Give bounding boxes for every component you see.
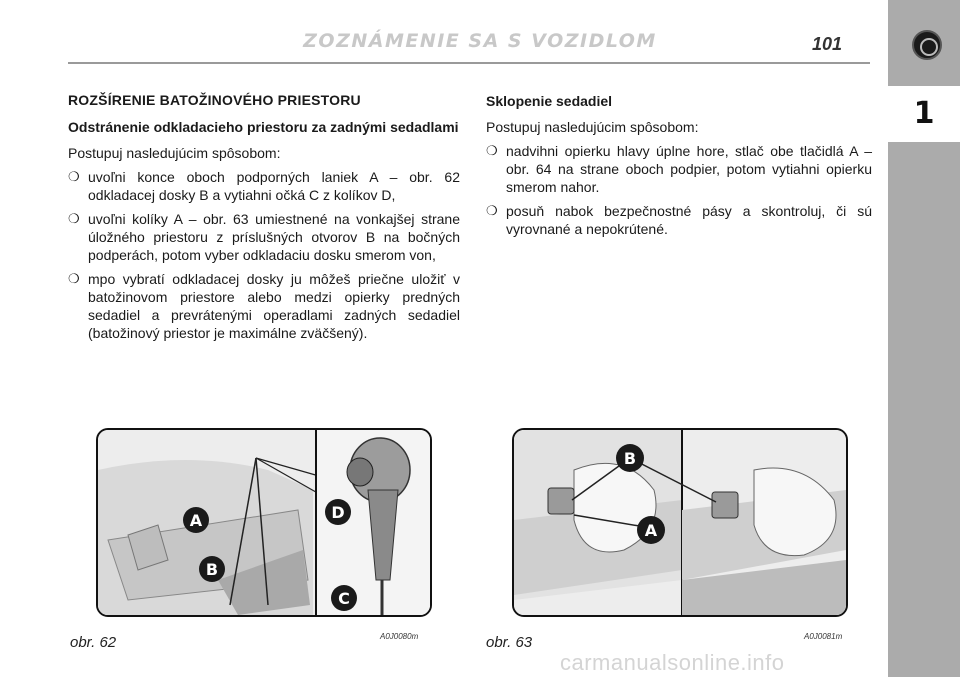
footer-watermark: carmanualsonline.info xyxy=(560,650,785,675)
callout-b xyxy=(199,556,225,582)
svg-text:C: C xyxy=(338,589,350,608)
callout-a xyxy=(183,507,209,533)
page-number: 101 xyxy=(812,34,843,54)
brand-logo-icon xyxy=(912,30,942,60)
svg-text:D: D xyxy=(331,503,345,522)
figure-62-code: A0J0080m xyxy=(380,632,419,641)
figure-63-drawing xyxy=(514,430,846,615)
list-item-text: uvoľni konce oboch podporných laniek A – obr. 62 odkladacej dosky B a vytiahni očká C z kolíkov D, xyxy=(88,169,460,203)
section-title: ROZŠÍRENIE BATOŽINOVÉHO PRIESTORU xyxy=(68,92,361,108)
svg-text:B: B xyxy=(623,449,637,468)
figure-63-code: A0J0081m xyxy=(804,632,843,641)
list-item xyxy=(486,202,872,238)
bullet-circle-icon: ❍ xyxy=(68,271,80,286)
header-divider xyxy=(68,62,870,64)
list-item-text: uvoľni kolíky A – obr. 63 umiestnené na vonkajšej strane úložného priestoru z príslušných otvorov B na bočných podperách, potom vyber odkladaciu dosku smerom von, xyxy=(88,211,460,263)
svg-text:A: A xyxy=(644,521,658,540)
list-item xyxy=(68,270,460,342)
bullet-circle-icon: ❍ xyxy=(68,169,80,184)
callout-c xyxy=(331,585,357,611)
bullet-circle-icon: ❍ xyxy=(486,203,498,218)
list-item xyxy=(486,142,872,196)
callout-d xyxy=(325,499,351,525)
callout-a xyxy=(637,516,665,544)
list-item xyxy=(68,210,460,264)
subsection-title: Odstránenie odkladacieho priestoru za zadnými sedadlami xyxy=(68,119,459,135)
bullet-circle-icon: ❍ xyxy=(486,143,498,158)
figure-62-caption: obr. 62 xyxy=(70,634,117,651)
svg-text:B: B xyxy=(205,560,219,579)
intro-text: Postupuj nasledujúcim spôsobom: xyxy=(486,119,699,135)
figure-62-drawing xyxy=(98,430,430,615)
figure-62-illustration xyxy=(96,428,432,617)
list-item-text: nadvihni opierku hlavy úplne hore, stlač obe tlačidlá A – obr. 64 na strane oboch podpier, potom vytiahni opierku smerom nahor. xyxy=(506,143,872,195)
left-text-column xyxy=(68,88,460,348)
chapter-number-tab: 1 xyxy=(888,86,960,142)
intro-text: Postupuj nasledujúcim spôsobom: xyxy=(68,145,281,161)
page-header-title: ZOZNÁMENIE SA S VOZIDLOM xyxy=(303,30,657,52)
list-item-text: posuň nabok bezpečnostné pásy a skontroluj, či sú vyrovnané a nepokrútené. xyxy=(506,203,872,237)
bullet-circle-icon: ❍ xyxy=(68,211,80,226)
list-item xyxy=(68,168,460,204)
svg-text:A: A xyxy=(189,511,203,530)
figure-63-caption: obr. 63 xyxy=(486,634,533,651)
figure-63-illustration xyxy=(512,428,848,617)
subsection-title: Sklopenie sedadiel xyxy=(486,93,613,109)
list-item-text: mpo vybratí odkladacej dosky ju môžeš priečne uložiť v batožinovom priestore alebo medzi opierky predných sedadiel a prevrátenými operadlami zadných sedadiel (batožinový priestor je maximálne zväčšený). xyxy=(88,271,460,341)
right-text-column xyxy=(486,88,872,244)
callout-b xyxy=(616,444,644,472)
